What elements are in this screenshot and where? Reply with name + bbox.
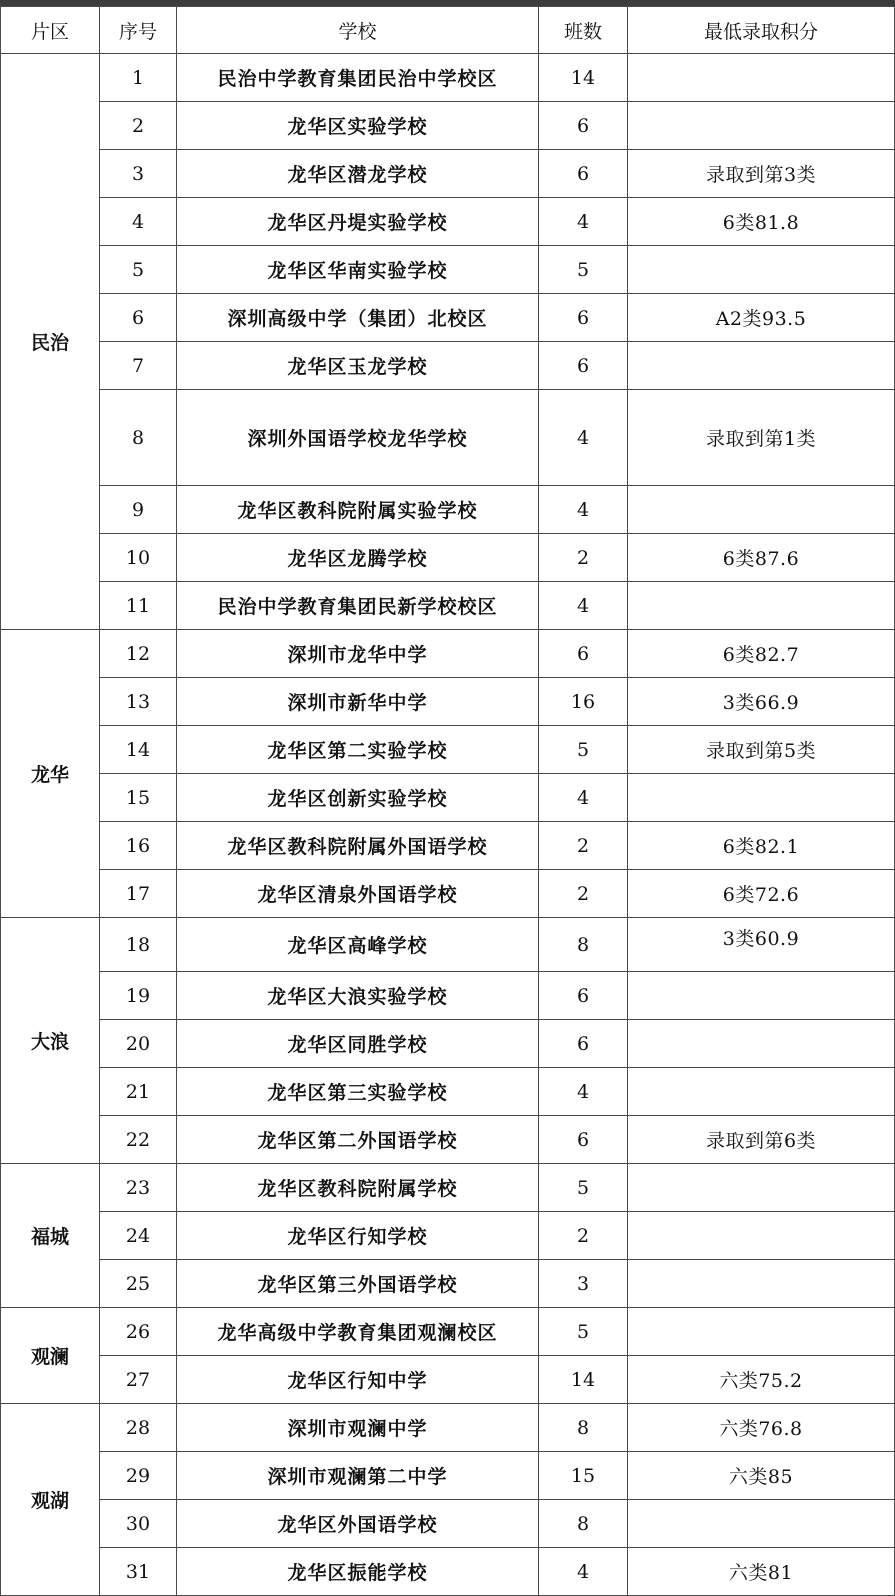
index-cell: 6	[100, 294, 177, 342]
classes-cell: 4	[539, 198, 628, 246]
classes-cell: 2	[539, 534, 628, 582]
score-cell: 六类85	[628, 1452, 895, 1500]
classes-cell: 6	[539, 630, 628, 678]
table-row	[1, 342, 895, 390]
index-cell: 11	[100, 582, 177, 630]
district-cell: 龙华	[1, 630, 100, 918]
table-row	[1, 486, 895, 534]
index-cell: 8	[100, 390, 177, 486]
score-cell	[628, 102, 895, 150]
score-cell: 录取到第6类	[628, 1116, 895, 1164]
score-cell	[628, 342, 895, 390]
score-cell	[628, 1164, 895, 1212]
table-row	[1, 1164, 895, 1212]
classes-cell: 5	[539, 1164, 628, 1212]
index-cell: 23	[100, 1164, 177, 1212]
classes-cell: 5	[539, 246, 628, 294]
classes-cell: 4	[539, 582, 628, 630]
score-cell	[628, 486, 895, 534]
score-cell	[628, 1212, 895, 1260]
school-cell: 龙华区同胜学校	[177, 1020, 539, 1068]
index-cell: 20	[100, 1020, 177, 1068]
classes-cell: 2	[539, 1212, 628, 1260]
score-cell	[628, 774, 895, 822]
score-cell: 录取到第3类	[628, 150, 895, 198]
index-cell: 14	[100, 726, 177, 774]
classes-cell: 6	[539, 1020, 628, 1068]
index-cell: 19	[100, 972, 177, 1020]
table-row	[1, 1212, 895, 1260]
table-row	[1, 582, 895, 630]
score-cell: 录取到第5类	[628, 726, 895, 774]
table-row	[1, 726, 895, 774]
index-cell: 10	[100, 534, 177, 582]
table-row	[1, 1452, 895, 1500]
table-row	[1, 1308, 895, 1356]
school-cell: 龙华区清泉外国语学校	[177, 870, 539, 918]
school-cell: 民治中学教育集团民新学校校区	[177, 582, 539, 630]
school-cell: 深圳市观澜中学	[177, 1404, 539, 1452]
school-cell: 龙华区潜龙学校	[177, 150, 539, 198]
classes-cell: 2	[539, 822, 628, 870]
index-cell: 2	[100, 102, 177, 150]
index-cell: 5	[100, 246, 177, 294]
school-cell: 龙华区行知中学	[177, 1356, 539, 1404]
school-cell: 龙华区教科院附属实验学校	[177, 486, 539, 534]
index-cell: 13	[100, 678, 177, 726]
classes-cell: 4	[539, 774, 628, 822]
table-row	[1, 102, 895, 150]
district-cell: 民治	[1, 54, 100, 630]
score-cell: 6类82.1	[628, 822, 895, 870]
index-cell: 15	[100, 774, 177, 822]
school-cell: 龙华高级中学教育集团观澜校区	[177, 1308, 539, 1356]
table-row	[1, 246, 895, 294]
school-cell: 龙华区教科院附属学校	[177, 1164, 539, 1212]
classes-cell: 14	[539, 1356, 628, 1404]
admission-table	[0, 6, 895, 1596]
index-cell: 16	[100, 822, 177, 870]
header-district: 片区	[1, 7, 100, 54]
table-row	[1, 1020, 895, 1068]
index-cell: 29	[100, 1452, 177, 1500]
classes-cell: 6	[539, 1116, 628, 1164]
score-cell	[628, 582, 895, 630]
classes-cell: 15	[539, 1452, 628, 1500]
index-cell: 31	[100, 1548, 177, 1596]
score-cell: 3类66.9	[628, 678, 895, 726]
school-cell: 龙华区第二外国语学校	[177, 1116, 539, 1164]
table-row	[1, 918, 895, 972]
classes-cell: 8	[539, 1500, 628, 1548]
index-cell: 21	[100, 1068, 177, 1116]
header-school: 学校	[177, 7, 539, 54]
classes-cell: 8	[539, 1404, 628, 1452]
district-cell: 观湖	[1, 1404, 100, 1596]
index-cell: 26	[100, 1308, 177, 1356]
classes-cell: 4	[539, 1068, 628, 1116]
score-cell: 六类81	[628, 1548, 895, 1596]
school-cell: 龙华区第三实验学校	[177, 1068, 539, 1116]
school-cell: 龙华区玉龙学校	[177, 342, 539, 390]
header-index: 序号	[100, 7, 177, 54]
index-cell: 24	[100, 1212, 177, 1260]
index-cell: 12	[100, 630, 177, 678]
table-row	[1, 390, 895, 486]
index-cell: 1	[100, 54, 177, 102]
index-cell: 18	[100, 918, 177, 972]
school-cell: 龙华区华南实验学校	[177, 246, 539, 294]
table-row	[1, 1116, 895, 1164]
score-cell	[628, 972, 895, 1020]
score-cell: 3类60.9	[628, 918, 895, 972]
score-cell	[628, 246, 895, 294]
classes-cell: 6	[539, 972, 628, 1020]
header-row	[1, 7, 895, 54]
score-cell: 6类82.7	[628, 630, 895, 678]
index-cell: 7	[100, 342, 177, 390]
index-cell: 9	[100, 486, 177, 534]
school-cell: 深圳外国语学校龙华学校	[177, 390, 539, 486]
classes-cell: 6	[539, 294, 628, 342]
score-cell: 6类87.6	[628, 534, 895, 582]
index-cell: 22	[100, 1116, 177, 1164]
school-cell: 民治中学教育集团民治中学校区	[177, 54, 539, 102]
table-row	[1, 150, 895, 198]
table-row	[1, 630, 895, 678]
score-cell	[628, 1308, 895, 1356]
district-cell: 福城	[1, 1164, 100, 1308]
table-row	[1, 774, 895, 822]
index-cell: 4	[100, 198, 177, 246]
index-cell: 17	[100, 870, 177, 918]
school-cell: 龙华区振能学校	[177, 1548, 539, 1596]
classes-cell: 14	[539, 54, 628, 102]
school-cell: 龙华区创新实验学校	[177, 774, 539, 822]
school-cell: 龙华区龙腾学校	[177, 534, 539, 582]
classes-cell: 4	[539, 390, 628, 486]
school-cell: 龙华区行知学校	[177, 1212, 539, 1260]
header-classes: 班数	[539, 7, 628, 54]
score-cell	[628, 1500, 895, 1548]
district-cell: 大浪	[1, 918, 100, 1164]
table-row	[1, 822, 895, 870]
score-cell	[628, 1020, 895, 1068]
school-cell: 龙华区大浪实验学校	[177, 972, 539, 1020]
school-cell: 龙华区丹堤实验学校	[177, 198, 539, 246]
school-cell: 深圳高级中学（集团）北校区	[177, 294, 539, 342]
school-cell: 龙华区高峰学校	[177, 918, 539, 972]
district-cell: 观澜	[1, 1308, 100, 1404]
header-min-score: 最低录取积分	[628, 7, 895, 54]
school-cell: 深圳市观澜第二中学	[177, 1452, 539, 1500]
table-row	[1, 678, 895, 726]
school-cell: 龙华区第三外国语学校	[177, 1260, 539, 1308]
table-row	[1, 198, 895, 246]
score-cell	[628, 1068, 895, 1116]
table-row	[1, 972, 895, 1020]
classes-cell: 4	[539, 1548, 628, 1596]
school-cell: 龙华区外国语学校	[177, 1500, 539, 1548]
classes-cell: 6	[539, 342, 628, 390]
classes-cell: 2	[539, 870, 628, 918]
score-cell: 六类76.8	[628, 1404, 895, 1452]
index-cell: 28	[100, 1404, 177, 1452]
index-cell: 25	[100, 1260, 177, 1308]
table-row	[1, 54, 895, 102]
classes-cell: 8	[539, 918, 628, 972]
school-cell: 深圳市龙华中学	[177, 630, 539, 678]
school-cell: 龙华区实验学校	[177, 102, 539, 150]
table-row	[1, 870, 895, 918]
score-cell	[628, 54, 895, 102]
table-row	[1, 1260, 895, 1308]
classes-cell: 5	[539, 726, 628, 774]
classes-cell: 6	[539, 150, 628, 198]
table-row	[1, 1404, 895, 1452]
score-cell: 6类81.8	[628, 198, 895, 246]
index-cell: 30	[100, 1500, 177, 1548]
score-cell	[628, 1260, 895, 1308]
index-cell: 3	[100, 150, 177, 198]
table-row	[1, 1500, 895, 1548]
table-row	[1, 1548, 895, 1596]
school-cell: 龙华区第二实验学校	[177, 726, 539, 774]
classes-cell: 5	[539, 1308, 628, 1356]
score-cell: A2类93.5	[628, 294, 895, 342]
classes-cell: 4	[539, 486, 628, 534]
table-row	[1, 1068, 895, 1116]
score-cell: 录取到第1类	[628, 390, 895, 486]
classes-cell: 3	[539, 1260, 628, 1308]
school-cell: 深圳市新华中学	[177, 678, 539, 726]
school-cell: 龙华区教科院附属外国语学校	[177, 822, 539, 870]
table-row	[1, 1356, 895, 1404]
table-row	[1, 534, 895, 582]
classes-cell: 6	[539, 102, 628, 150]
table-row	[1, 294, 895, 342]
score-cell: 6类72.6	[628, 870, 895, 918]
classes-cell: 16	[539, 678, 628, 726]
score-cell: 六类75.2	[628, 1356, 895, 1404]
index-cell: 27	[100, 1356, 177, 1404]
